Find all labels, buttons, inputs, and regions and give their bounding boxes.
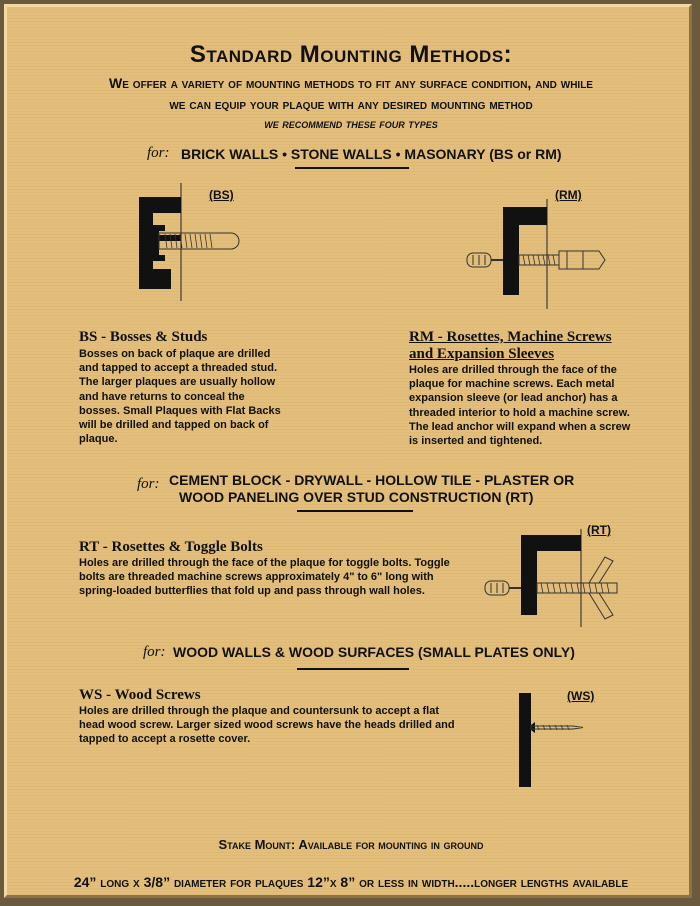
rosette-expansion-sleeve-diagram-icon [459,199,619,311]
ws-description: Holes are drilled through the plaque and countersunk to accept a flat head wood screw. Larger sized wood screws have the heads drilled and tapped to accept a rosette cover. [79,705,455,746]
rt-diagram-label: (RT) [587,523,611,537]
wood-for-label: for: [143,644,166,660]
hollow-for-label: for: [137,476,160,492]
masonry-heading: BRICK WALLS • STONE WALLS • MASONARY (BS or RM) [181,146,562,162]
rm-title-line-2: and Expansion Sleeves [409,346,555,362]
rm-description: Holes are drilled through the face of the plaque for machine screws. Each metal expansion sleeve (or lead anchor) has a threaded interior to hold a machine screw. The lead anchor will expand when a screw is inserted and tightened. [409,364,631,448]
hollow-heading-line-2: WOOD PANELING OVER STUD CONSTRUCTION (RT) [179,489,534,505]
stake-mount-line: Stake Mount: Available for mounting in ground [218,837,484,852]
intro-line-2: we can equip your plaque with any desired mounting method [169,96,533,112]
bs-description: Bosses on back of plaque are drilled and tapped to accept a threaded stud. The larger plaques are usually hollow and have returns to conceal the bosses. Small Plaques with Flat Backs will be drilled and tapped on back of plaque. [79,348,281,446]
bs-title: BS - Bosses & Studs [79,329,208,345]
wood-heading: WOOD WALLS & WOOD SURFACES (SMALL PLATES ONLY) [173,644,575,660]
masonry-divider [295,167,409,169]
intro-line-1: We offer a variety of mounting methods to fit any surface condition, and while [109,75,593,91]
ws-diagram-label: (WS) [567,689,595,703]
rm-title-line-1: RM - Rosettes, Machine Screws [409,329,612,345]
rt-description: Holes are drilled through the face of the plaque for toggle bolts. Toggle bolts are threaded machine screws approximately 4" to 6" long with spring-loaded butterflies that fold up and pass through wall holes. [79,557,450,598]
hollow-heading-line-1: CEMENT BLOCK - DRYWALL - HOLLOW TILE - PLASTER OR [169,472,575,488]
bs-diagram-label: (BS) [209,188,234,202]
wood-screw-diagram-icon [507,693,597,789]
wood-divider [297,668,409,670]
rt-title: RT - Rosettes & Toggle Bolts [79,539,263,555]
stake-dimensions-line: 24” long x 3/8” diameter for plaques 12”x 8” or less in width.....longer lengths available [73,874,629,890]
rosette-toggle-bolt-diagram-icon [479,529,639,629]
ws-title: WS - Wood Screws [79,687,201,703]
page-title: Standard Mounting Methods: [189,41,513,68]
plaque-background [4,4,692,898]
rm-diagram-label: (RM) [555,188,582,202]
intro-line-3: we recommend these four types [264,117,438,131]
hollow-divider [297,510,413,512]
masonry-for-label: for: [147,145,170,161]
boss-stud-diagram-icon [133,183,253,303]
